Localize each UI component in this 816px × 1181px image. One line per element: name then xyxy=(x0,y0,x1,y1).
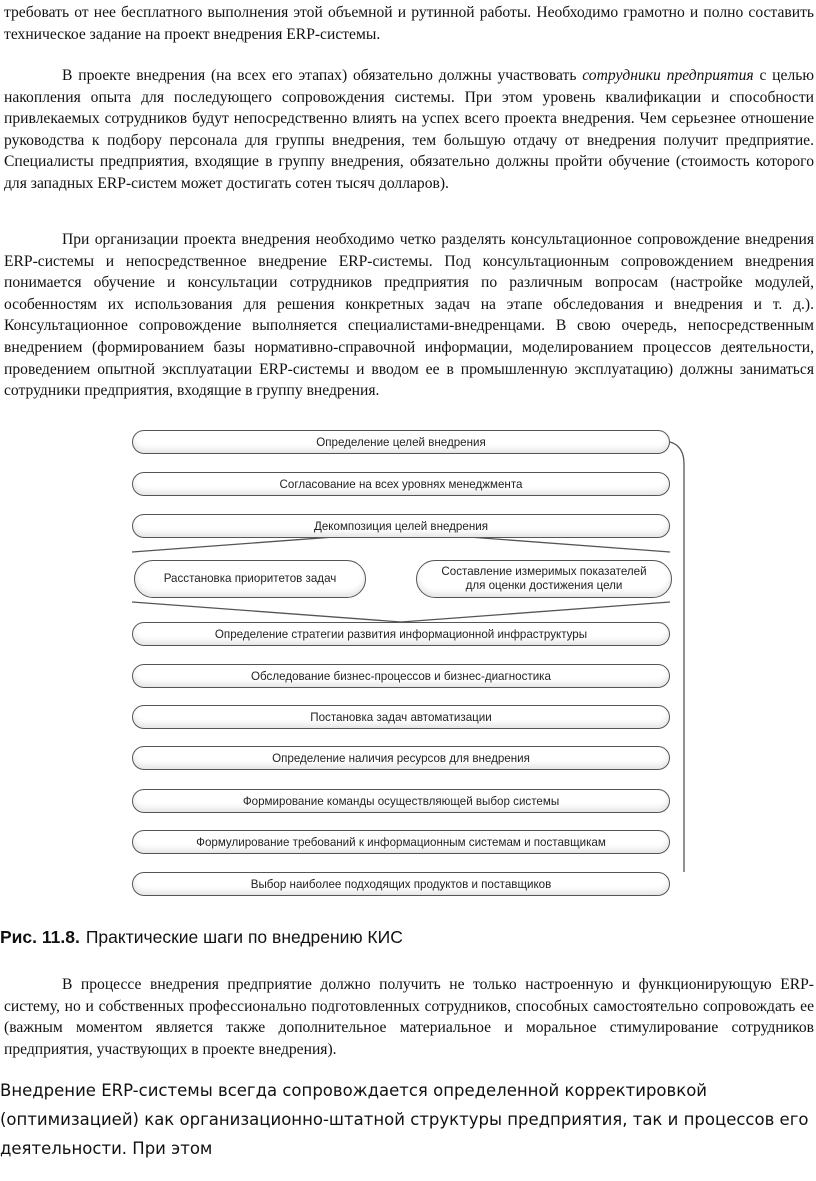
step-business-process-survey: Обследование бизнес-процессов и бизнес-диагностика xyxy=(132,664,670,688)
paragraph-2-emphasis: сотрудники предприятия xyxy=(582,67,754,84)
step-goal-decomposition: Декомпозиция целей внедрения xyxy=(132,514,670,538)
step-product-selection: Выбор наиболее подходящих продуктов и поставщиков xyxy=(132,872,670,896)
paragraph-2 xyxy=(4,65,814,195)
step-automation-tasks: Постановка задач автоматизации xyxy=(132,705,670,729)
paragraph-2-rest: с целью накопления опыта для последующего сопровождения системы. При этом уровень квалификации и способности привлекаемых сотрудников будут непосредственно влиять на успех всего проекта внедрения. Чем серьезнее отношение руководства к подбору персонала для группы внедрения, тем большую отдачу от внедрения получит предприятие. Специалисты предприятия, входящие в группу внедрения, обязательно должны пройти обучение (стоимость которого для западных ERP-систем может достигать сотен тысяч долларов). xyxy=(4,67,814,192)
figure-caption xyxy=(0,927,403,948)
paragraph-3-text: При организации проекта внедрения необходимо четко разделять консультационное сопровождение внедрения ERP-системы и непосредственное внедрение ERP-системы. Под консультационным сопровождением внедрения понимается обучение и консультации сотрудников предприятия по различным вопросам (настройке модулей, особенностям их использования для решения конкретных задач на этапе обследования и внедрения и т. д.). Консультационное сопровождение выполняется специалистами-внедренцами. В свою очередь, непосредственным внедрением (формированием базы нормативно-справочной информации, моделированием процессов деятельности, проведением опытной эксплуатации ERP-системы и вводом ее в промышленную эксплуатацию) должны заниматься сотрудники предприятия, входящие в группу внедрения. xyxy=(4,231,814,400)
paragraph-4 xyxy=(4,974,814,1060)
paragraph-4-text: В процессе внедрения предприятие должно получить не только настроенную и функционирующую ERP-систему, но и собственных профессионально подготовленных сотрудников, способных самостоятельно сопровождать ее (важным моментом является также дополнительное материальное и моральное стимулирование сотрудников предприятия, участвующих в проекте внедрения). xyxy=(4,976,814,1058)
paragraph-3 xyxy=(4,229,814,402)
step-define-goals: Определение целей внедрения xyxy=(132,430,670,454)
figure-title: Практические шаги по внедрению КИС xyxy=(85,927,403,947)
task-priorities-label: Расстановка приоритетов задач xyxy=(163,572,337,585)
paragraph-2-start: В проекте внедрения (на всех его этапах) обязательно должны участвовать xyxy=(62,67,583,84)
branch-merge-line xyxy=(132,602,670,622)
step-measurable-indicators xyxy=(416,560,672,598)
implementation-steps-diagram xyxy=(132,424,692,908)
indicators-line-1: Составление измеримых показателей xyxy=(441,565,647,578)
step-resource-availability: Определение наличия ресурсов для внедрения xyxy=(132,746,670,770)
feedback-line xyxy=(670,442,684,872)
step-requirements: Формулирование требований к информационным системам и поставщикам xyxy=(132,830,670,854)
paragraph-1: требовать от нее бесплатного выполнения этой объемной и рутинной работы. Необходимо грамотно и полно составить техническое задание на проект внедрения ERP-системы. xyxy=(4,4,814,43)
step-selection-team: Формирование команды осуществляющей выбор системы xyxy=(132,789,670,813)
indicators-line-2: для оценки достижения цели xyxy=(465,579,623,592)
figure-label: Рис. 11.8. xyxy=(0,927,80,947)
paragraph-5: Внедрение ERP-системы всегда сопровождается определенной корректировкой (оптимизацией) как организационно-штатной структуры предприятия, так и процессов его деятельности. При этом xyxy=(0,1081,809,1158)
step-task-priorities xyxy=(134,560,366,598)
step-infrastructure-strategy: Определение стратегии развития информационной инфраструктуры xyxy=(132,622,670,646)
step-management-agreement: Согласование на всех уровнях менеджмента xyxy=(132,472,670,496)
